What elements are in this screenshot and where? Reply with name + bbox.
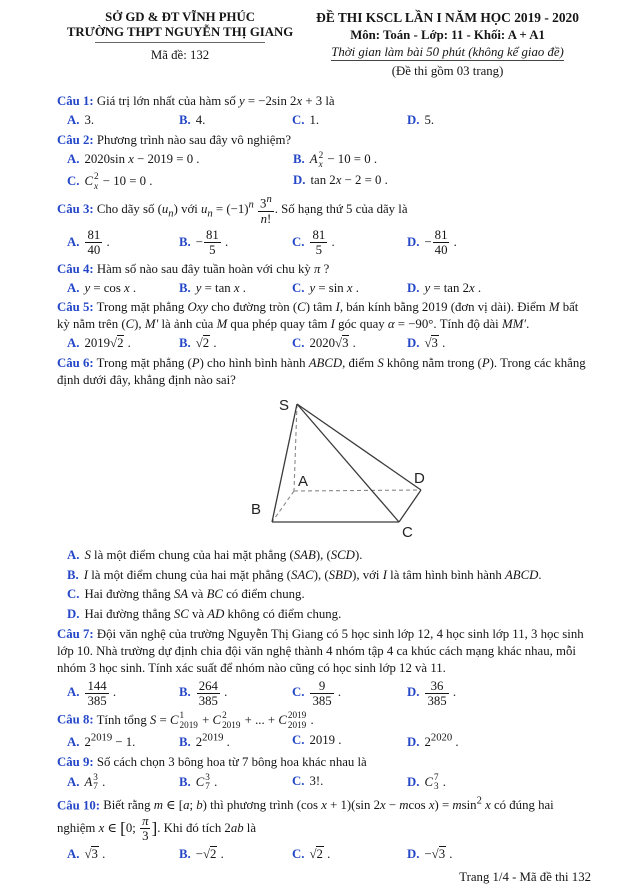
question-text [57,711,592,730]
question-1 [57,93,592,130]
question-text [57,93,592,110]
option-key: D. [293,173,306,188]
duration-text: Thời gian làm bài 50 phút (không kể giao đề) [331,45,564,59]
option-value: $2^{2019} - 1$. [84,733,136,750]
option-key: C. [67,587,80,602]
option-key: B. [179,280,191,295]
question-text [57,261,592,278]
option-c [67,170,293,192]
option-d [407,771,592,793]
vertex-label-c: C [402,524,413,542]
option-key: B. [179,234,191,249]
option-key: C. [292,113,305,128]
option-value: 4. [195,113,206,128]
option-value: 2019√2 . [84,336,131,351]
question-label: Câu 6: [57,356,94,371]
option-value: $\frac{81}{5}$ . [312,228,335,258]
option-value: −√3 . [424,846,453,861]
options [67,226,592,259]
question-body: Trong mặt phẳng Oxy cho đường tròn (C) tâm I, bán kính bằng 2019 (đơn vị dài). Điểm M bất kỳ nằm trên (C), M′ là ảnh của M qua phép quay tâm I góc quay α = −90°. Tính độ dài MM′. [57,300,579,332]
option-value: 2020sin x − 2019 = 0 . [84,151,200,166]
option-key: C. [292,846,305,861]
option-d [407,844,592,864]
question-text [57,754,592,771]
option-value: y = cos x . [84,280,137,295]
question-7 [57,626,592,710]
option-value: 5. [424,113,435,128]
option-c [292,677,407,710]
question-text [57,355,592,389]
option-b [179,771,292,793]
question-list [57,93,592,863]
question-8 [57,711,592,752]
option-d [407,110,592,130]
option-key: D. [407,846,420,861]
option-value: y = tan x . [195,280,246,295]
option-b [179,110,292,130]
option-value: $2^{2020}$ . [424,733,459,750]
option-key: B. [179,685,191,700]
header-right [303,10,592,79]
option-d [407,278,592,298]
question-10 [57,795,592,864]
question-label: Câu 5: [57,300,94,315]
option-key: C. [292,774,305,789]
header-left [57,10,303,79]
option-c [292,730,407,752]
question-label: Câu 1: [57,94,94,108]
option-key: C. [292,234,305,249]
option-key: A. [67,548,80,563]
option-key: B. [67,567,79,582]
option-key: A. [67,280,80,295]
option-value: √3 . [84,846,106,861]
options [67,333,592,353]
option-key: B. [179,113,191,128]
option-key: B. [179,336,191,351]
header-divider [95,42,265,43]
options [67,730,592,752]
option-key: B. [179,846,191,861]
hidden-edges [272,404,421,522]
option-c [292,278,407,298]
option-key: C. [292,280,305,295]
option-c [292,110,407,130]
page-footer: Trang 1/4 - Mã đề thi 132 [459,870,591,885]
option-key: C. [292,733,305,748]
option-b [179,677,292,710]
option-c [67,584,592,604]
question-label: Câu 2: [57,132,94,147]
question-body: Đội văn nghệ của trường Nguyễn Thị Giang có 5 học sinh lớp 12, 4 học sinh lớp 11, 3 học sinh lớp 10. Nhà trường dự định chia đội văn nghệ thành 4 nhóm tập 4 ca khúc cách mạng khác nhau, mỗi nhóm 3 học sinh. Tính xác suất để nhóm nào cũng có học sinh lớp 12 và 11. [57,626,584,675]
pyramid-figure [242,394,454,542]
option-a [67,333,179,353]
option-b [293,149,592,171]
option-value: $\frac{9}{385}$ . [312,678,342,708]
question-2 [57,132,592,193]
option-value: √3 . [424,336,446,351]
option-value: y = sin x . [309,280,359,295]
option-value: − $\frac{81}{40}$ . [424,228,457,258]
option-b [179,333,292,353]
option-key: D. [67,607,80,621]
options [67,278,592,298]
option-key: D. [407,113,420,128]
vertex-label-s: S [279,397,290,415]
option-value: $\frac{264}{385}$ . [198,678,228,708]
option-key: A. [67,234,80,249]
option-key: D. [407,735,420,750]
option-value: C 3 7 . [195,772,218,792]
option-d [407,226,592,259]
option-d [407,333,592,353]
option-key: B. [179,735,191,750]
option-key: A. [67,774,80,789]
exam-code: Mã đề: 132 [150,48,210,62]
option-b [179,278,292,298]
option-value: S là một điểm chung của hai mặt phẳng (SAB), (SCD). [84,548,363,563]
question-3 [57,194,592,259]
question-text [57,626,592,677]
option-value: $\frac{36}{385}$ . [427,678,457,708]
question-9 [57,754,592,793]
options [67,844,592,864]
header [57,10,592,79]
option-a [67,771,179,793]
option-key: D. [407,234,420,249]
option-value: $\frac{144}{385}$ . [87,678,117,708]
option-value: Hai đường thẳng SC và AD không có điểm chung. [84,607,342,621]
options [67,771,592,793]
option-a [67,730,179,752]
option-value: 2019 . [309,733,342,748]
option-value: y = tan 2x . [424,280,482,295]
question-text [57,299,592,333]
option-a [67,226,179,259]
option-value: I là một điểm chung của hai mặt phẳng (SAC), (SBD), với I là tâm hình bình hành ABCD. [83,567,542,582]
option-value: −√2 . [195,846,224,861]
option-c [292,333,407,353]
option-value: tan 2x − 2 = 0 . [310,173,388,188]
option-key: A. [67,735,80,750]
question-label: Câu 3: [57,202,94,217]
option-c [292,844,407,864]
option-value: C 7 3 . [424,772,447,792]
option-key: A. [67,846,80,861]
option-b [179,844,292,864]
option-key: A. [67,685,80,700]
vertex-label-b: B [251,501,262,519]
option-key: C. [67,173,80,188]
option-key: B. [179,774,191,789]
question-body: Giá trị lớn nhất của hàm số y = −2sin 2x + 3 là [93,94,335,108]
option-b [179,226,292,259]
vertex-label-d: D [414,470,425,488]
option-key: D. [407,685,420,700]
option-value: A 2 x − 10 = 0 . [309,149,378,170]
question-body: Số cách chọn 3 bông hoa từ 7 bông hoa khác nhau là [93,755,367,769]
option-d [407,677,592,710]
question-body: Tính tổng S = C 1 2019 + C 2 2019 + ... + C 2019 2019 . [93,710,314,730]
question-6 [57,355,592,624]
option-a [67,149,293,171]
question-text [57,194,592,226]
options [67,677,592,710]
option-value: 2020√3 . [309,336,356,351]
question-label: Câu 9: [57,755,94,769]
question-body: Hàm số nào sau đây tuần hoàn với chu kỳ π ? [93,261,330,276]
option-a [67,677,179,710]
options [67,149,592,193]
option-value: 3. [84,113,95,128]
department-name: SỞ GD & ĐT VĨNH PHÚC [105,10,255,24]
option-key: C. [292,336,305,351]
question-body: Phương trình nào sau đây vô nghiệm? [93,132,292,147]
question-4 [57,261,592,298]
option-value: √2 . [195,336,217,351]
option-value: √2 . [309,846,331,861]
visible-edges [272,404,421,522]
option-value: − $\frac{81}{5}$ . [195,228,229,258]
option-value: A 3 7 . [84,772,106,792]
option-d [67,604,592,624]
question-label: Câu 7: [57,626,94,641]
option-key: A. [67,151,80,166]
option-value: 3!. [309,774,324,789]
option-key: A. [67,113,80,128]
option-a [67,278,179,298]
pages-note: (Đề thi gồm 03 trang) [391,64,504,78]
option-value: C 2 x − 10 = 0 . [84,171,153,191]
pyramid-svg [242,394,454,542]
option-value: Hai đường thẳng SA và BC có điểm chung. [84,587,305,602]
question-text [57,795,592,844]
option-key: C. [292,685,305,700]
subject-line: Môn: Toán - Lớp: 11 - Khối: A + A1 [350,28,545,42]
option-a [67,110,179,130]
question-label: Câu 8: [57,712,94,727]
option-c [292,226,407,259]
option-value: $2^{2019}$ . [195,733,230,750]
question-text [57,132,592,149]
options [67,110,592,130]
question-label: Câu 4: [57,261,94,276]
option-b [179,730,292,752]
question-label: Câu 10: [57,798,101,813]
question-5 [57,299,592,353]
school-name: TRƯỜNG THPT NGUYỄN THỊ GIANG [66,25,294,39]
exam-title: ĐỀ THI KSCL LẦN I NĂM HỌC 2019 - 2020 [316,10,579,25]
question-body: Biết rằng m ∈ [a; b) thì phương trình (cos x + 1)(sin 2x − mcos x) = msin$^2$ x có đúng hai nghiệm x ∈ [0; $\frac{\pi}{3}$ ]. Khi đó tích 2ab là [57,795,554,844]
option-key: D. [407,774,420,789]
vertex-label-a: A [298,473,309,491]
option-b [67,565,592,585]
option-d [293,170,592,192]
question-body: Trong mặt phẳng (P) cho hình bình hành ABCD, điểm S không nằm trong (P). Trong các khẳng định dưới đây, khẳng định nào sai? [57,356,586,388]
option-a [67,844,179,864]
duration-line [303,45,592,60]
option-d [407,730,592,752]
option-key: D. [407,280,420,295]
options [67,545,592,624]
option-key: D. [407,336,420,351]
option-value: 1. [309,113,320,128]
option-key: B. [293,152,305,167]
option-key: A. [67,336,80,351]
option-c [292,771,407,793]
option-value: $\frac{81}{40}$ . [87,228,110,258]
option-a [67,545,592,565]
question-body: Cho dãy số $(u_n)$ với $u_n = (-1)^n$ $\frac{3^n}{n!}$ . Số hạng thứ 5 của dãy là [93,194,408,226]
